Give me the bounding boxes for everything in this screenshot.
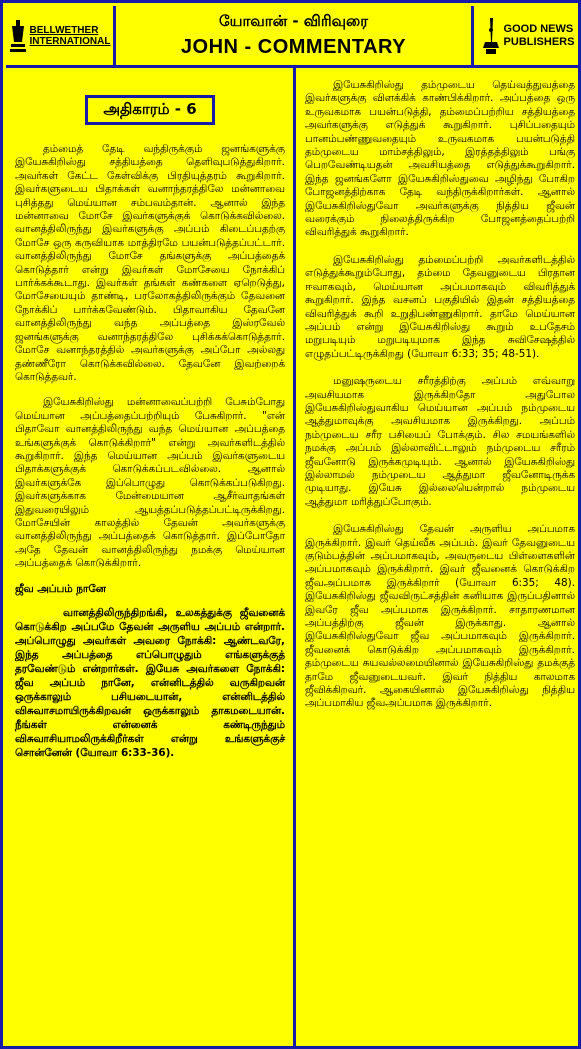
chapter-heading: அதிகாரம் - 6 <box>85 95 215 125</box>
logo-line-2: INTERNATIONAL <box>29 35 111 47</box>
title-tamil: யோவான் - விரிவுரை <box>219 12 368 30</box>
good-news-logo <box>471 6 581 65</box>
paragraph: இயேசுகிறிஸ்து தம்மைப்பற்றி அவர்களிடத்தில் எடுத்துக்கூறும்போது, தம்மை தேவனுடைய பிரதான ஈவாகவும், மெய்யான அப்பமாகவும் விவரித்துக் கூறுகிறார். இந்த வசனப் பகுதியில் இதன் சத்தியத்தை விவரித்துக் கூறி உறுதிபண்ணுகிறார். தாமே மெய்யான அப்பம் என்று இயேசுகிறிஸ்து கூறும் உபதேசம் மறுபடியும் மறுபடியுமாக இந்த சுவிசேஷத்தில் எழுதப்பட்டிருக்கிறது (யோவா 6:33; 35; 48-51). <box>305 253 575 360</box>
paragraph: இயேசுகிறிஸ்து தேவன் அருளிய அப்பமாக இருக்கிறார். இவர் தெய்வீக அப்பம். இவர் தேவனுடைய குடும்பத்தின் அப்பமாகவும், அவருடைய பிள்ளைகளின் அப்பமாகவும் இருக்கிறார். இவர் ஜீவனைக் கொடுக்கிற ஜீவஅப்பமாக இருக்கிறார் (யோவா 6:35; 48). இயேசுகிறிஸ்து ஜீவவிருட்சத்தின் கனியாக இருப்பதினால் இவரே ஜீவ அப்பமாக இருக்கிறார். சாதாரணமான அப்பத்திற்கு ஜீவன் இருக்காது. ஆனால் இயேசுகிறிஸ்துவோ ஜீவ அப்பமாகவும் இருக்கிறார். ஜீவனைக் கொடுக்கிற அப்பமாகவும் இருக்கிறார். தம்முடைய சுயவல்லமையினால் இயேசுகிறிஸ்து தமக்குத் தாமே ஜீவனுடையவர். இவர் நித்திய காலமாக ஜீவிக்கிறவர். ஆகையினால் இயேசுகிறிஸ்து நித்திய அப்பமாகிய ஜீவஅப்பமாக இருக்கிறார். <box>305 523 575 710</box>
paragraph: மனுஷருடைய சரீரத்திற்கு அப்பம் எவ்வாறு அவசியமாக இருக்கிறதோ அதுபோல இயேசுகிறிஸ்துவாகிய மெய்யான அப்பம் நம்முடைய ஆத்துமாவுக்கு அவசியமாக இருக்கிறது. அப்பம் நம்முடைய சரீர பசியைப் போக்கும். சில சமயங்களில் நமக்கு அப்பம் இல்லாவிட்டாலும் நம்முடைய சரீரம் ஜீவனோடு இருக்கமுடியும். ஆனால் இயேசுகிறிஸ்து இல்லாமல் நம்முடைய ஆத்துமா ஜீவனோடிருக்க முடியாது. இயேசு இல்லையென்றால் நம்முடைய ஆத்துமா மரித்துப்போகும். <box>305 375 575 508</box>
logo-line-2: PUBLISHERS <box>503 35 575 48</box>
logo-line-1: GOOD NEWS <box>503 22 574 35</box>
left-column <box>15 71 285 760</box>
scripture-quote: வானத்திலிருந்திறங்கி, உலகத்துக்கு ஜீவனைக் கொடுக்கிற அப்பமே தேவன் அருளிய அப்பம் என்றார். அப்பொழுது அவர்கள் அவரை நோக்கி: ஆண்டவரே, இந்த அப்பத்தை எப்பொழுதும் எங்களுக்குத் தரவேண்டும் என்றார்கள். இயேசு அவர்களை நோக்கி: ஜீவ அப்பம் நானே, என்னிடத்தில் வருகிறவன் ஒருக்காலும் பசியடையான், என்னிடத்தில் விசுவாசமாயிருக்கிறவன் ஒருக்காலும் தாகமடையான். நீங்கள் என்னைக் கண்டிருந்தும் விசுவாசியாமலிருக்கிறீர்கள் என்று உங்களுக்குச் சொன்னேன் (யோவா 6:33-36). <box>15 607 285 759</box>
title-block <box>116 6 471 65</box>
lamp-icon <box>9 18 27 54</box>
trumpet-icon <box>481 16 501 56</box>
logo-line-1: BELLWETHER <box>29 24 99 36</box>
page-header <box>6 6 581 68</box>
paragraph: இயேசுகிறிஸ்து தம்முடைய தெய்வத்துவத்தை இவர்களுக்கு விளக்கிக் காண்பிக்கிறார். அப்பத்தை ஒரு உருவகமாக பயன்படுத்தி, தம்மைப்பற்றிய சத்தியத்தை அவர்களுக்கு எடுத்துக் கூறுகிறார். புசிப்பதையும் பானம்பண்ணுவதையும் உருவகமாக பயன்படுத்தி தம்முடைய மாம்சத்திலும், இரத்தத்திலும் பங்கு பெறவேண்டியதன் அவசியத்தை எடுத்துக்கூறுகிறார். இந்த ஜனங்களோ இயேசுகிறிஸ்துவை அழிந்து போகிற போஜனத்திற்காக தேடி வந்திருக்கிறார்கள். ஆனால் இயேசுகிறிஸ்துவோ அவர்களுக்கு நித்திய ஜீவன் வரைக்கும் நிலைத்திருக்கிற போஜனத்தைப்பற்றி விவரித்துக் கூறுகிறார். <box>305 79 575 239</box>
column-divider <box>293 68 296 1049</box>
paragraph: இயேசுகிறிஸ்து மன்னாவைப்பற்றி பேசும்போது மெய்யான அப்பத்தைப்பற்றியும் பேசுகிறார். "என் பிதாவோ வானத்திலிருந்து வந்த மெய்யான அப்பத்தை உங்களுக்குக் கொடுக்கிறார்" என்று அவர்களிடத்தில் கூறுகிறார். இந்த மெய்யான அப்பம் இவர்களுடைய பிதாக்களுக்குக் கொடுக்கப்படவில்லை. ஆனால் இவர்களுக்கே இப்பொழுது கொடுக்கப்படுகிறது. இவர்களுக்காக மேன்மையான ஆசீர்வாதங்கள் இதுவரையிலும் ஆயத்தப்படுத்தப்பட்டிருக்கிறது. மோசேயின் காலத்தில் தேவன் அவர்களுக்கு வானத்திலிருந்து அப்பத்தைக் கொடுத்தார். இப்போதோ அதே தேவன் வானத்திலிருந்து நமக்கு மெய்யான அப்பத்தைக் கொடுக்கிறார். <box>15 396 285 570</box>
title-english: JOHN - COMMENTARY <box>180 36 407 58</box>
paragraph: தம்மைத் தேடி வந்திருக்கும் ஜனங்களுக்கு இயேசுகிறிஸ்து சத்தியத்தை தெளிவுபடுத்துகிறார். அவர்கள் கேட்ட கேள்விக்கு பிரதியுத்தரம் கூறுகிறார். இவர்களுடைய பிதாக்கள் வனாந்தரத்திலே மன்னாவை புசித்தது மெய்யான சம்பவம்தான். ஆனால் இந்த மன்னாவை மோசே இவர்களுக்குக் கொடுக்கவில்லை. வானத்திலிருந்து இவர்களுக்கு அப்பம் கிடைப்பதற்கு மோசே ஒரு கருவியாக மாத்திரமே பயன்படுத்தப்பட்டார். வானத்திலிருந்து மோசே தங்களுக்கு அப்பத்தைக் கொடுத்தார் என்று இவர்கள் மோசேயை நோக்கிப் பார்க்கக்கூடாது. இவர்கள் தங்கள் கண்களை ஏறெடுத்து, மோசேயையும் தாண்டி, பரலோகத்திலிருக்கும் தேவனை நோக்கிப் பார்க்கவேண்டும். பிதாவாகிய தேவனே வானத்திலிருந்து வந்த அப்பத்தை இஸ்ரவேல் ஜனங்களுக்கு வனாந்தரத்திலே புசிக்கக்கொடுத்தார். மோசே வனாந்தரத்தில் அவர்களுக்கு அப்போ அல்லது தண்ணீரோ கொடுக்கவில்லை. தேவனே இவற்றைக் கொடுத்தவர். <box>15 143 285 383</box>
right-column <box>305 71 575 725</box>
bellwether-logo <box>6 6 116 65</box>
section-subheading: ஜீவ அப்பம் நானே <box>15 582 106 595</box>
